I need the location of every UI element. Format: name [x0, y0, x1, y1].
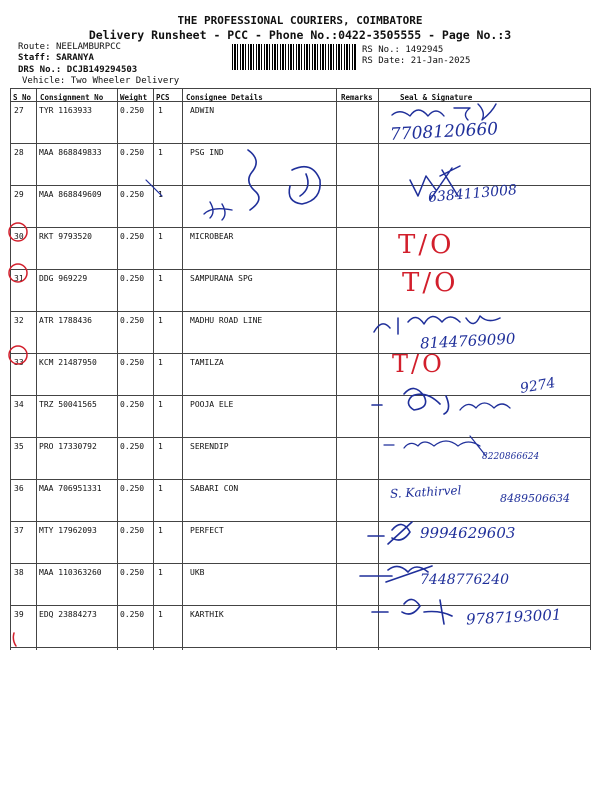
cell-weight: 0.250: [120, 526, 145, 535]
cell-pcs: 1: [158, 400, 163, 409]
cell-weight: 0.250: [120, 148, 145, 157]
row-divider: [10, 395, 590, 396]
table-left-border: [10, 88, 11, 650]
handwritten-phone: 8489506634: [500, 492, 570, 505]
cell-weight: 0.250: [120, 568, 145, 577]
handwritten-note: T/O: [398, 230, 455, 260]
rs-date-value: 21-Jan-2025: [410, 56, 471, 66]
vehicle-label: Vehicle:: [22, 76, 66, 86]
cell-pcs: 1: [158, 442, 163, 451]
cell-pcs: 1: [158, 274, 163, 283]
rs-date-label: RS Date:: [362, 56, 406, 66]
route-value: NEELAMBURPCC: [55, 42, 121, 52]
handwritten-note: T/O: [392, 350, 445, 378]
cell-consignment-no: MTY 17962093: [39, 526, 97, 535]
handwritten-note: T/O: [402, 268, 459, 298]
cell-consignment-no: ATR 1788436: [39, 316, 92, 325]
staff-line: [18, 53, 94, 63]
column-divider: [117, 88, 118, 650]
table-top-border: [10, 88, 590, 89]
cell-consignee: PERFECT: [190, 526, 224, 535]
cell-pcs: 1: [158, 316, 163, 325]
row-divider: [10, 479, 590, 480]
cell-pcs: 1: [158, 106, 163, 115]
cell-consignee: UKB: [190, 568, 205, 577]
cell-consignee: KARTHIK: [190, 610, 224, 619]
cell-consignment-no: MAA 868849833: [39, 148, 102, 157]
cell-sno: 35: [14, 442, 24, 451]
cell-consignee: POOJA ELE: [190, 400, 234, 409]
red-tick-mark: [13, 633, 16, 646]
handwritten-phone: 9274: [518, 375, 557, 397]
cell-weight: 0.250: [120, 316, 145, 325]
handwritten-phone: 7708120660: [389, 119, 499, 145]
cell-pcs: 1: [158, 526, 163, 535]
cell-consignee: TAMILZA: [190, 358, 224, 367]
cell-consignee: ADWIN: [190, 106, 215, 115]
cell-sno: 32: [14, 316, 24, 325]
cell-consignment-no: EDQ 23884273: [39, 610, 97, 619]
cell-pcs: 1: [158, 358, 163, 367]
column-divider: [153, 88, 154, 650]
signature-scribble: [384, 436, 486, 456]
cell-pcs: 1: [158, 190, 163, 199]
handwritten-phone: 6384113008: [427, 182, 518, 206]
cell-consignee: PSG IND: [190, 148, 224, 157]
signature-scribble: [372, 388, 449, 414]
cell-pcs: 1: [158, 568, 163, 577]
handwritten-phone: 8144769090: [419, 329, 516, 353]
cell-sno: 38: [14, 568, 24, 577]
cell-consignment-no: MAA 868849609: [39, 190, 102, 199]
cell-sno: 27: [14, 106, 24, 115]
drs-label: DRS No.:: [18, 65, 62, 75]
cell-weight: 0.250: [120, 484, 145, 493]
cell-weight: 0.250: [120, 610, 145, 619]
table-right-border: [590, 88, 591, 650]
cell-weight: 0.250: [120, 358, 145, 367]
staff-value: SARANYA: [55, 53, 94, 63]
cell-consignment-no: DDG 969229: [39, 274, 88, 283]
rs-no-value: 1492945: [405, 45, 444, 55]
handwritten-phone: 7448776240: [420, 572, 510, 588]
cell-weight: 0.250: [120, 442, 145, 451]
runsheet-title: Delivery Runsheet - PCC - Phone No.:0422-3505555 - Page No.:3: [88, 28, 512, 42]
cell-consignee: SABARI CON: [190, 484, 239, 493]
cell-weight: 0.250: [120, 274, 145, 283]
cell-consignment-no: MAA 110363260: [39, 568, 102, 577]
cell-sno: 28: [14, 148, 24, 157]
row-divider: [10, 143, 590, 144]
drs-line: [18, 65, 137, 75]
cell-pcs: 1: [158, 610, 163, 619]
signature-scribble: [372, 599, 452, 624]
signature-scribble: [460, 403, 510, 410]
cell-sno: 29: [14, 190, 24, 199]
handwritten-phone: 8220866624: [482, 452, 540, 462]
row-divider: [10, 521, 590, 522]
cell-weight: 0.250: [120, 106, 145, 115]
cell-consignment-no: KCM 21487950: [39, 358, 97, 367]
cell-consignment-no: TRZ 50041565: [39, 400, 97, 409]
cell-pcs: 1: [158, 148, 163, 157]
handwritten-phone: 9994629603: [420, 524, 516, 542]
cell-sno: 37: [14, 526, 24, 535]
vehicle-line: [22, 76, 179, 86]
row-divider: [10, 227, 590, 228]
cell-sno: 31: [14, 274, 24, 283]
rs-no-line: [362, 45, 443, 55]
row-divider: [10, 353, 590, 354]
row-divider: [10, 605, 590, 606]
cell-weight: 0.250: [120, 232, 145, 241]
col-header-remarks: Remarks: [341, 93, 373, 102]
col-header-signature: Seal & Signature: [400, 93, 473, 102]
cell-sno: 34: [14, 400, 24, 409]
row-divider: [10, 437, 590, 438]
handwritten-phone: 9787193001: [465, 605, 562, 629]
rs-no-label: RS No.:: [362, 45, 400, 55]
cell-sno: 36: [14, 484, 24, 493]
cell-consignee: SAMPURANA SPG: [190, 274, 253, 283]
cell-sno: 30: [14, 232, 24, 241]
signature-scribble: [248, 150, 259, 210]
cell-pcs: 1: [158, 484, 163, 493]
cell-sno: 33: [14, 358, 24, 367]
vehicle-value: Two Wheeler Delivery: [70, 76, 180, 86]
row-divider: [10, 269, 590, 270]
staff-label: Staff:: [18, 53, 51, 63]
drs-value: DCJB149294503: [66, 65, 138, 75]
column-divider: [378, 88, 379, 650]
column-divider: [336, 88, 337, 650]
signature-scribble: [392, 104, 496, 120]
col-header-consignee: Consignee Details: [186, 93, 263, 102]
rs-date-line: [362, 56, 470, 66]
cell-weight: 0.250: [120, 400, 145, 409]
col-header-sno: S No: [13, 93, 32, 102]
col-header-consignment: Consignment No: [40, 93, 104, 102]
cell-consignment-no: MAA 706951331: [39, 484, 102, 493]
signature-scribble: [368, 522, 412, 544]
signature-scribble: [204, 202, 232, 220]
route-line: [18, 42, 121, 52]
cell-weight: 0.250: [120, 190, 145, 199]
cell-consignee: MICROBEAR: [190, 232, 234, 241]
col-header-pcs: PCS: [156, 93, 170, 102]
company-title: THE PROFESSIONAL COURIERS, COIMBATORE: [177, 14, 423, 27]
cell-consignee: MADHU ROAD LINE: [190, 316, 263, 325]
handwritten-name: S. Kathirvel: [389, 483, 462, 501]
row-divider: [10, 563, 590, 564]
cell-consignment-no: TYR 1163933: [39, 106, 92, 115]
column-divider: [36, 88, 37, 650]
barcode: [232, 44, 356, 70]
cell-pcs: 1: [158, 232, 163, 241]
row-divider: [10, 311, 590, 312]
cell-consignment-no: PRO 17330792: [39, 442, 97, 451]
column-divider: [182, 88, 183, 650]
col-header-weight: Weight: [120, 93, 148, 102]
cell-consignment-no: RKT 9793520: [39, 232, 92, 241]
row-divider: [10, 647, 590, 648]
cell-consignee: SERENDIP: [190, 442, 229, 451]
cell-sno: 39: [14, 610, 24, 619]
route-label: Route:: [18, 42, 51, 52]
